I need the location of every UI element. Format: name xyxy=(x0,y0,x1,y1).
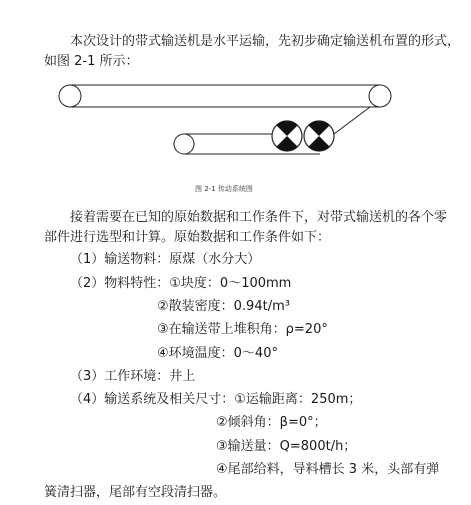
item-4-feeding: ④尾部给料，导料槽长 3 米，头部有弹 xyxy=(216,462,440,477)
item-4: （4）输送系统及相关尺寸：①运输距离：250m； xyxy=(70,392,362,407)
figure-caption: 图 2-1 传动系统图 xyxy=(195,185,253,193)
item-2-temperature: ④环境温度：0～40° xyxy=(157,346,278,361)
item-3: （3）工作环境：井上 xyxy=(70,369,196,384)
drive-pulley-2 xyxy=(304,121,334,151)
drive-pulley-1 xyxy=(272,121,302,151)
belt-connector xyxy=(334,107,370,134)
intro-line-2: 如图 2-1 所示： xyxy=(44,54,139,69)
head-pulley xyxy=(369,85,391,107)
item-2-density: ②散装密度：0.94t/m³ xyxy=(157,299,290,314)
para1-line-1: 接着需要在已知的原始数据和工作条件下，对带式输送机的各个零 xyxy=(70,210,448,225)
intro-line-1: 本次设计的带式输送机是水平运输，先初步确定输送机布置的形式， xyxy=(70,34,461,49)
para1-line-2: 部件进行选型和计算。原始数据和工作条件如下： xyxy=(44,230,331,245)
item-2: （2）物料特性：①块度：0～100mm xyxy=(70,276,292,291)
item-4-cleaners: 簧清扫器，尾部有空段清扫器。 xyxy=(44,485,227,500)
item-2-angle: ③在输送带上堆积角：ρ=20° xyxy=(157,322,328,337)
item-1: （1）输送物料：原煤（水分大） xyxy=(70,252,261,267)
item-4-capacity: ③输送量：Q=800t/h； xyxy=(216,439,357,454)
tail-pulley xyxy=(59,85,81,107)
bend-pulley xyxy=(174,134,194,154)
item-4-incline: ②倾斜角：β=0°； xyxy=(216,415,327,430)
